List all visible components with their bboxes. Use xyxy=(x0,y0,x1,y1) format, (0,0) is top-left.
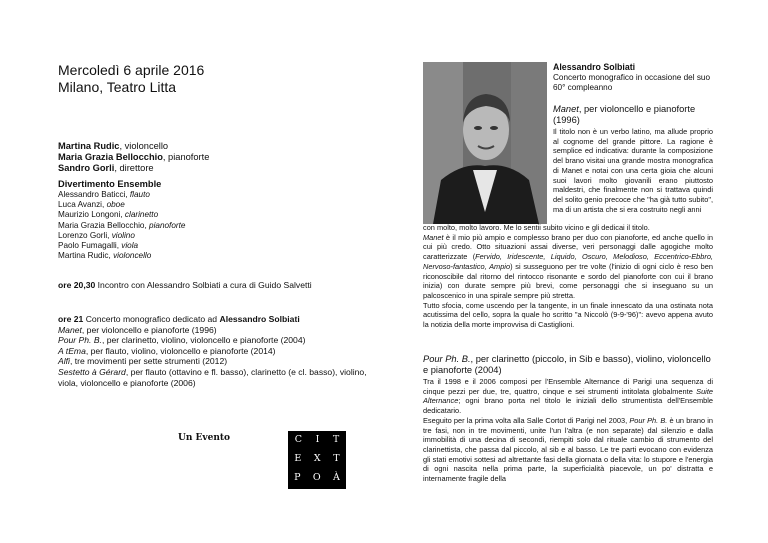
performer-name: Sandro Gorli xyxy=(58,163,115,173)
event-header xyxy=(58,62,204,96)
member-name: Luca Avanzi, xyxy=(58,200,107,210)
manet-inline-end: ) si susseguono per tre volte (l'inizio di ogni ciclo è reso ben riconoscibile dal ritorno del rintocco risonante e sordo del pianoforte con cui il brano inizia) con durate sempre più brevi, come personaggi che si inseguano su un palcoscenico in una spirale sempre più stretta. xyxy=(423,261,713,300)
manet-text xyxy=(423,233,713,301)
logo-letter: C xyxy=(294,434,303,445)
un-evento-label: Un Evento xyxy=(178,433,231,443)
piece-title: Manet xyxy=(58,324,82,335)
logo-letter: E xyxy=(294,453,302,464)
pour-text xyxy=(423,377,713,416)
concert-composer: Alessandro Solbiati xyxy=(219,314,300,324)
member-name: Alessandro Baticci, xyxy=(58,190,130,199)
performer-name: Maria Grazia Bellocchio xyxy=(58,152,163,162)
performer-role: , violoncello xyxy=(119,141,169,151)
program-item xyxy=(58,367,378,388)
logo-letter: À xyxy=(332,472,340,483)
manet-desc: , per violoncello e pianoforte (1996) xyxy=(553,104,696,125)
piece-title: Sestetto à Gérard xyxy=(58,366,126,377)
pour-text xyxy=(423,416,713,484)
talk-time: ore 20,30 xyxy=(58,280,96,290)
member-name: Paolo Fumagalli, xyxy=(58,241,122,251)
performer xyxy=(58,163,209,174)
logo-row xyxy=(288,434,346,445)
ensemble-member xyxy=(58,251,185,261)
concert-time: ore 21 xyxy=(58,314,84,324)
logo-letter: T xyxy=(333,453,340,464)
piece-desc: , per clarinetto, violino, violoncello e pianoforte (2004) xyxy=(101,335,306,346)
composer-photo xyxy=(423,62,547,224)
concert-text: Concerto monografico dedicato ad xyxy=(83,314,220,324)
composer-header xyxy=(553,62,723,93)
pour-paragraph xyxy=(423,377,713,484)
composer-name: Alessandro Solbiati xyxy=(553,62,636,72)
member-name: Lorenzo Gorli, xyxy=(58,230,112,240)
manet-paragraph-2 xyxy=(423,223,713,330)
member-instrument: flauto xyxy=(129,190,150,199)
ensemble-member xyxy=(58,210,185,220)
talk-text: Incontro con Alessandro Solbiati a cura di Guido Salvetti xyxy=(95,280,312,290)
concert-heading xyxy=(58,314,378,325)
piece-desc: , tre movimenti per sette strumenti (2012) xyxy=(69,356,228,367)
event-date: Mercoledì 6 aprile 2016 xyxy=(58,62,205,78)
performer-role: , pianoforte xyxy=(162,152,210,162)
performer-role: , direttore xyxy=(114,163,154,173)
member-name: Maria Grazia Bellocchio, xyxy=(58,220,150,230)
piece-title: A tEma xyxy=(58,345,86,356)
pour-heading xyxy=(423,354,713,376)
manet-terms: Fervido, Iridescente, Liquido, Oscuro, Melodioso, Eccentrico-Ebbro, Nervoso-fantastico, Ampio xyxy=(423,252,713,271)
program-item xyxy=(58,335,378,346)
member-instrument: oboe xyxy=(106,200,125,210)
ensemble-member xyxy=(58,200,185,210)
manet-title: Manet xyxy=(553,104,579,114)
member-name: Martina Rudic, xyxy=(58,251,114,261)
piece-desc: , per violoncello e pianoforte (1996) xyxy=(81,324,217,335)
performer xyxy=(58,152,209,163)
pour-text-part: è un brano in tre fasi, non in tre movimenti, unite l'un l'altra (e non separate) dal silenzio e dalla immobilità di una decina di secondi, riempiti solo dal rituale cambio di strumento del clarinettista, che passa dal piccolo, al sib e al basso. Le tre parti evocano con evidenza gli stati emotivi sottesi ad altrettante fasi della giornata o della vita: lo stupore e l'energia di ogni nascita nella prima parte, la superficialità piacevole, un po' distratta e internamente fragile della xyxy=(423,415,714,484)
ensemble-list xyxy=(58,179,185,261)
piece-title: Pour Ph. B. xyxy=(58,335,102,346)
logo-letter: I xyxy=(315,434,320,445)
portrait-image xyxy=(423,62,547,224)
pour-text-part: Eseguito per la prima volta alla Salle Cortot di Parigi nel 2003, xyxy=(423,415,630,425)
performer-name: Martina Rudic xyxy=(58,141,120,151)
citexpo-logo xyxy=(288,431,346,489)
piece-title: Alfi xyxy=(58,356,70,367)
performer xyxy=(58,141,209,152)
ensemble-title: Divertimento Ensemble xyxy=(58,179,162,189)
pour-italic: Suite Alternance xyxy=(423,386,713,406)
performers-list xyxy=(58,141,209,174)
logo-letter: O xyxy=(312,472,321,483)
manet-inline-text: è il mio più ampio e complesso brano per duo con pianoforte, ed anche quello in cui più credo. Otto situazioni assai diverse, veri personaggi dalle agogiche molto caratterizzate ( xyxy=(423,232,713,262)
member-instrument: pianoforte xyxy=(149,220,186,230)
member-instrument: violoncello xyxy=(113,251,152,261)
manet-paragraph-1: Il titolo non è un verbo latino, ma allude proprio al cognome del grande pittore. La ragione è semplice ed indicativa: durante la composizione del brano visitai una grande mostra monografica di Manet e notai con una certa gioia che alcuni suoi lavori molto giovanili erano piuttosto maldestri, che finalmente non si trattava quindi del solito genio precoce che "ha già tutto subito", ma di un artista che si era costruito negli anni xyxy=(553,127,713,214)
concert-program xyxy=(58,314,378,388)
piece-desc: , per flauto (ottavino e fl. basso), clarinetto (e cl. basso), violino, viola, violoncello e pianoforte (2006) xyxy=(58,366,367,388)
ensemble-member xyxy=(58,241,185,251)
ensemble-member xyxy=(58,231,185,241)
logo-letter: P xyxy=(294,472,301,483)
pour-italic: Pour Ph. B. xyxy=(629,415,668,425)
logo-letter: X xyxy=(313,453,321,464)
logo-letter: T xyxy=(332,434,340,445)
event-venue: Milano, Teatro Litta xyxy=(58,79,177,95)
pour-desc: , per clarinetto (piccolo, in Sib e basso), violino, violoncello e pianoforte (2004) xyxy=(423,354,711,375)
program-item xyxy=(58,346,378,357)
pour-text-part: ; ogni brano porta nel titolo le iniziali dello strumentista dell'Ensemble dedicatario. xyxy=(423,396,713,416)
piece-desc: , per flauto, violino, violoncello e pianoforte (2014) xyxy=(85,345,276,356)
pour-text-part: Tra il 1998 e il 2006 composi per l'Ensemble Alternance di Parigi una sequenza di cinque pezzi per due, tre, quattro, cinque e sei strumenti intitolata globalmente xyxy=(423,377,713,396)
member-instrument: clarinetto xyxy=(124,210,159,220)
manet-text: con molto, molto lavoro. Me lo sentii subito vicino e gli dedicai il titolo. xyxy=(423,223,650,232)
program-item xyxy=(58,325,378,336)
manet-text: Tutto sfocia, come uscendo per la tangente, in un finale innescato da una ostinata nota acutissima del cello, sopra la quale ho scritto "a Niccolò (9-9-'96)": avevo appena avuto la notizia della morte improvvisa di Castiglioni. xyxy=(423,300,713,330)
member-name: Maurizio Longoni, xyxy=(58,210,125,220)
member-instrument: violino xyxy=(111,230,135,240)
manet-heading xyxy=(553,104,723,126)
program-item xyxy=(58,356,378,367)
event-talk xyxy=(58,280,312,291)
manet-inline-title: Manet xyxy=(423,232,444,242)
ensemble-member xyxy=(58,221,185,231)
logo-row xyxy=(288,453,346,464)
composer-subtitle: Concerto monografico in occasione del suo 60° compleanno xyxy=(553,73,711,92)
logo-row xyxy=(288,472,346,483)
member-instrument: viola xyxy=(121,241,139,251)
pour-title: Pour Ph. B. xyxy=(423,354,471,364)
ensemble-member xyxy=(58,190,185,200)
